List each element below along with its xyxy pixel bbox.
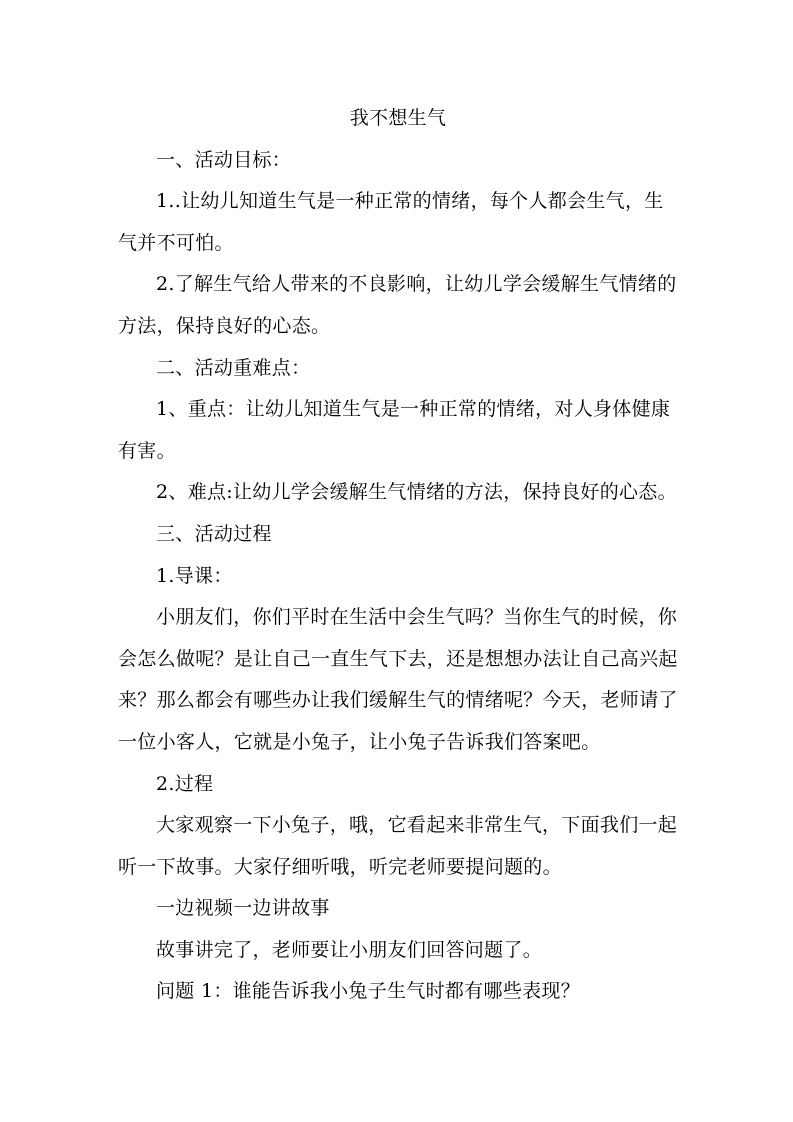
document-body — [118, 98, 678, 1013]
goal-item-2: 2.了解生气给人带来的不良影响，让幼儿学会缓解生气情绪的方法，保持良好的心态。 — [118, 273, 677, 337]
section-heading-goals: 一、活动目标： — [156, 148, 292, 171]
document-title: 我不想生气 — [349, 107, 447, 129]
section-heading-key-points: 二、活动重难点： — [156, 356, 311, 379]
goal-item-1: 1..让幼儿知道生气是一种正常的情绪，每个人都会生气，生气并不可怕。 — [118, 190, 664, 254]
section-heading-process: 三、活动过程 — [156, 522, 272, 545]
key-point-item: 1、重点：让幼儿知道生气是一种正常的情绪，对人身体健康有害。 — [118, 398, 671, 462]
process-paragraph: 大家观察一下小兔子，哦，它看起来非常生气，下面我们一起听一下故事。大家仔细听哦，听完老师要提问题的。 — [118, 814, 678, 878]
question-1: 问题 1：谁能告诉我小兔子生气时都有哪些表现？ — [156, 980, 581, 1003]
introduction-paragraph: 小朋友们，你们平时在生活中会生气吗？当你生气的时候，你会怎么做呢？是让自己一直生气下去，还是想想办法让自己高兴起来？那么都会有哪些办让我们缓解生气的情绪呢？今天，老师请了一位小客人，它就是小兔子，让小兔子告诉我们答案吧。 — [118, 606, 678, 753]
story-finished-line: 故事讲完了，老师要让小朋友们回答问题了。 — [156, 938, 543, 961]
subheading-process: 2.过程 — [156, 772, 214, 795]
story-video-line: 一边视频一边讲故事 — [156, 897, 330, 920]
subheading-introduction: 1.导课： — [156, 564, 233, 587]
difficult-point-item: 2、难点:让幼儿学会缓解生气情绪的方法，保持良好的心态。 — [156, 481, 677, 504]
